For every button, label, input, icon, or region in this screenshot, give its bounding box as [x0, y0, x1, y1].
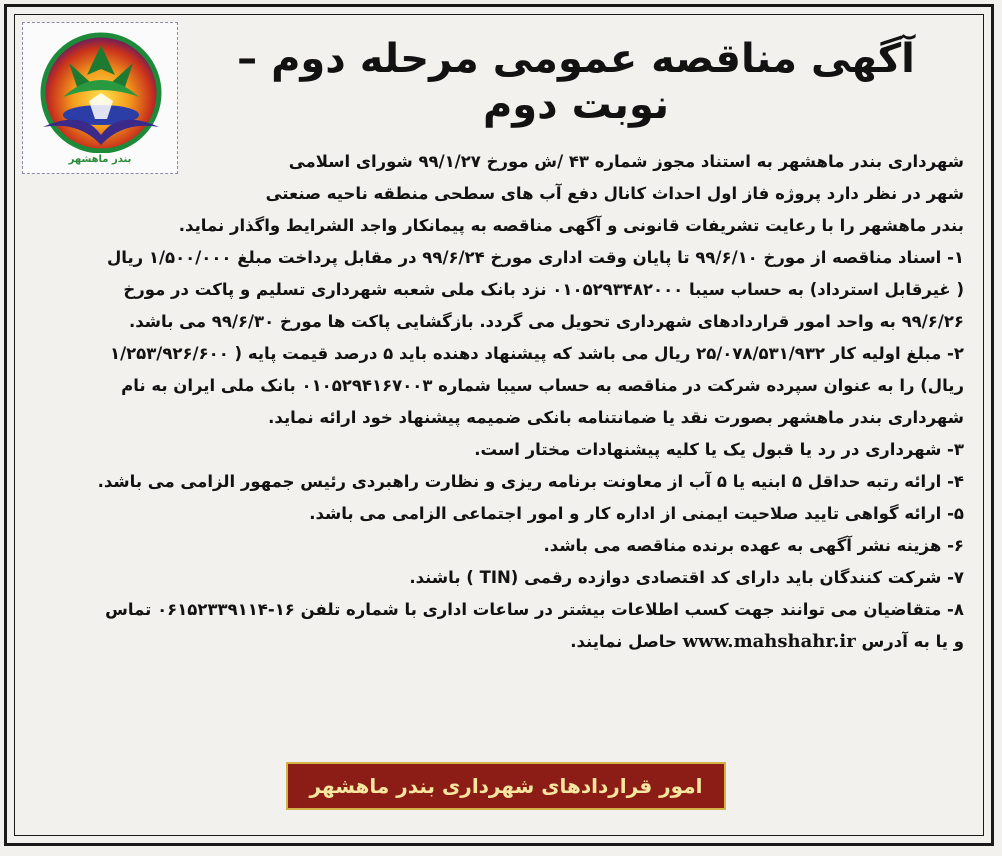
item-1-line: ( غیرقابل استرداد) به حساب سیبا ۰۱۰۵۲۹۳۴۸۲۰۰۰ نزد بانک ملی شعبه شهرداری تسلیم و پاکت در مورخ — [123, 280, 964, 299]
footer-text: امور قراردادهای شهرداری بندر ماهشهر — [309, 774, 703, 798]
item-8-line: ۸- متقاضیان می توانند جهت کسب اطلاعات بیشتر در ساعات اداری با شماره تلفن ۱۶-۰۶۱۵۲۳۳۹۱۱۴ تماس — [105, 600, 964, 619]
address-suffix: حاصل نمایند. — [570, 632, 677, 651]
item-1-line: ۱- اسناد مناقصه از مورخ ۹۹/۶/۱۰ تا پایان وقت اداری مورخ ۹۹/۶/۲۴ در مقابل پرداخت مبلغ ۱/۵۰۰/۰۰۰ ریال — [106, 248, 964, 267]
item-7: ۷- شرکت کنندگان باید دارای کد اقتصادی دوازده رقمی (TIN ) باشند. — [409, 568, 964, 587]
item-3: ۳- شهرداری در رد یا قبول یک یا کلیه پیشنهادات مختار است. — [474, 440, 964, 459]
intro-line: شهرداری بندر ماهشهر به استناد مجوز شماره ۴۳ /ش مورخ ۹۹/۱/۲۷ شورای اسلامی — [288, 152, 964, 171]
footer-banner — [286, 762, 726, 810]
item-4: ۴- ارائه رتبه حداقل ۵ ابنیه یا ۵ آب از معاونت برنامه ریزی و نظارت راهبردی رئیس جمهور الزامی می باشد. — [97, 472, 964, 491]
item-1-line: ۹۹/۶/۲۶ به واحد امور قراردادهای شهرداری تحویل می گردد. بازگشایی پاکت ها مورخ ۹۹/۶/۳۰ می باشد. — [128, 312, 964, 331]
item-5: ۵- ارائه گواهی تایید صلاحیت ایمنی از اداره کار و امور اجتماعی الزامی می باشد. — [309, 504, 964, 523]
logo-caption: بندر ماهشهر — [68, 154, 132, 165]
item-8-line-2 — [30, 626, 964, 658]
address-prefix: و یا به آدرس — [861, 632, 964, 651]
item-2-line: ۲- مبلغ اولیه کار ۲۵/۰۷۸/۵۳۱/۹۳۲ ریال می باشد که پیشنهاد دهنده باید ۵ درصد قیمت پایه ( ۱/۲۵۳/۹۲۶/۶۰۰ — [110, 344, 964, 363]
item-2-line: ریال) را به عنوان سپرده شرکت در مناقصه به حساب سیبا شماره ۰۱۰۵۲۹۴۱۶۷۰۰۳ بانک ملی ایران به نام — [121, 376, 964, 395]
website-link[interactable]: www.mahshahr.ir — [682, 631, 856, 652]
intro-line: بندر ماهشهر را با رعایت تشریفات قانونی و آگهی مناقصه به پیمانکار واجد الشرایط واگذار نماید. — [178, 216, 964, 235]
item-2-line: شهرداری بندر ماهشهر بصورت نقد یا ضمانتنامه بانکی ضمیمه پیشنهاد خود ارائه نماید. — [268, 408, 964, 427]
notice-title: آگهی مناقصه عمومی مرحله دوم – نوبت دوم — [237, 36, 915, 128]
intro-line: شهر در نظر دارد پروژه فاز اول احداث کانال دفع آب های سطحی منطقه ناحیه صنعتی — [265, 184, 964, 203]
item-6: ۶- هزینه نشر آگهی به عهده برنده مناقصه می باشد. — [543, 536, 964, 555]
notice-body — [30, 146, 964, 658]
logo-emblem-icon — [23, 23, 179, 153]
